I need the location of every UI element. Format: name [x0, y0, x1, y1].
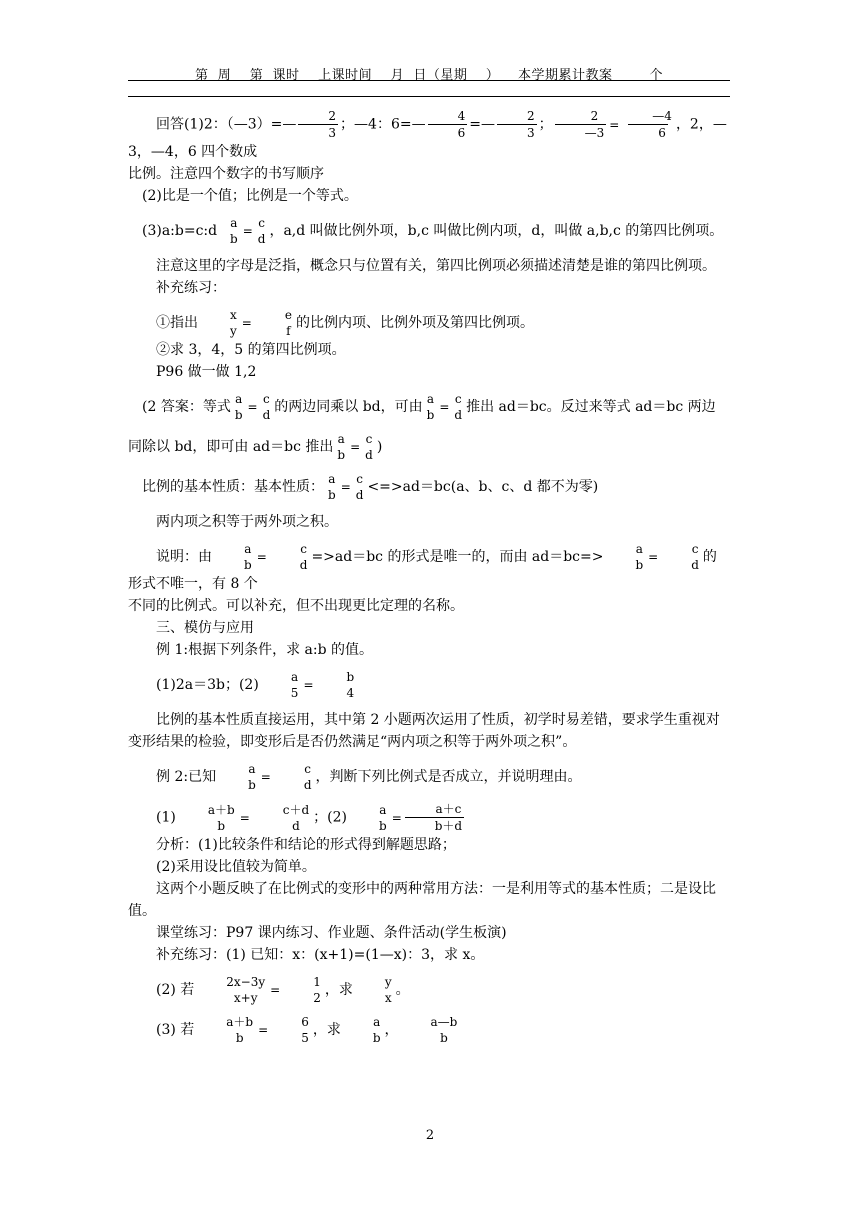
explanation-line-1: 说明：由 a b = c d =>ad＝bc 的形式是唯一的，而由 ad＝bc=> a b = c d 的形式不唯一，有 8 个 [128, 542, 717, 592]
example-2: 例 2:已知 a b = c d ，判断下列比例式是否成立，并说明理由。 [156, 762, 582, 792]
exercise-1: ①指出 x y = e f 的比例内项、比例外项及第四比例项。 [156, 308, 534, 338]
fraction: $\frac{2}{3}$ [298, 108, 338, 141]
exercise-2: ②求 3，4，5 的第四比例项。 [156, 342, 346, 358]
answer-line-4: (3)a:b=c:d a b = c d ，a,d 叫做比例外项，b,c 叫做比例内项，d，叫做 a,b,c 的第四比例项。 [142, 216, 724, 246]
note-paragraph: 注意这里的字母是泛指，概念只与位置有关，第四比例项必须描述清楚是谁的第四比例项。 [156, 258, 716, 274]
answer-line-2: 比例。注意四个数字的书写顺序 [128, 166, 324, 182]
example-1-items: (1)2a＝3b；(2) a 5 = b 4 [156, 670, 355, 700]
extra-practice-2: (2) 若 2x−3y x+y = 1 2 ，求 y x 。 [156, 975, 410, 1005]
answer-line-3: (2)比是一个值；比例是一个等式。 [142, 188, 358, 204]
basic-property: 比例的基本性质：基本性质： a b = c d <=>ad＝bc(a、b、c、d 都不为零) [142, 472, 599, 502]
explanation-line-2: 不同的比例式。可以补充，但不出现更比定理的名称。 [128, 598, 464, 614]
header-rule-top [128, 80, 730, 81]
class-practice: 课堂练习：P97 课内练习、作业题、条件活动(学生板演) [156, 925, 507, 941]
extra-exercise-heading: 补充练习： [156, 280, 226, 296]
page-number: 2 [425, 1128, 435, 1143]
fraction: $\frac{—4}{6}$ [622, 108, 674, 141]
fraction: $\frac{4}{6}$ [428, 108, 468, 141]
property-statement: 两内项之积等于两外项之积。 [156, 514, 338, 530]
fraction: $\frac{2}{3}$ [497, 108, 537, 141]
methods-note: 这两个小题反映了在比例式的变形中的两种常用方法：一是利用等式的基本性质；二是设比值。 [128, 881, 716, 919]
textbook-ref: P96 做一做 1,2 [156, 364, 257, 380]
example-1: 例 1:根据下列条件，求 a:b 的值。 [156, 642, 373, 658]
extra-practice-3: (3) 若 a＋b b = 6 5 ，求 a b ， a—b b [156, 1015, 458, 1045]
page-header: 第 周 第 课时 上课时间 月 日（星期 ） 本学期累计教案 个 [195, 68, 663, 83]
answer-line-1: 回答(1)2：（—3）=— $\frac{2}{3}$ ；—4：6=— $\frac{4}{6}$ =— $\frac{2}{3}$ ； $\frac{2}{—3}$ = $\frac{—4}{6}$ ，2，—3，—4，6 四个数成 [128, 109, 727, 160]
section-heading-3: 三、模仿与应用 [156, 620, 254, 636]
header-rule-bottom [128, 96, 730, 97]
lesson-body [128, 100, 730, 1046]
fraction: $\frac{2}{—3}$ [555, 108, 607, 141]
analysis-2: (2)采用设比值较为简单。 [156, 859, 316, 875]
extra-practice-1: 补充练习：(1) 已知：x：(x+1)=(1—x)：3，求 x。 [156, 947, 485, 963]
answer-2-line-1: (2 答案：等式 a b = c d 的两边同乘以 bd，可由 a b = c d 推出 ad＝bc。反过来等式 ad＝bc 两边 [142, 392, 716, 422]
example-2-items: (1) a＋b b = c＋d d ；(2) a b = $\frac{a+c}{b+d}$ [156, 802, 463, 833]
answer-2-line-2: 同除以 bd，即可由 ad＝bc 推出 a b = c d ) [128, 432, 383, 462]
example-1-comment: 比例的基本性质直接运用，其中第 2 小题两次运用了性质，初学时易差错，要求学生重视对变形结果的检验，即变形后是否仍然满足“两内项之积等于两外项之积”。 [128, 712, 720, 750]
analysis-1: 分析：(1)比较条件和结论的形式得到解题思路； [156, 837, 456, 853]
